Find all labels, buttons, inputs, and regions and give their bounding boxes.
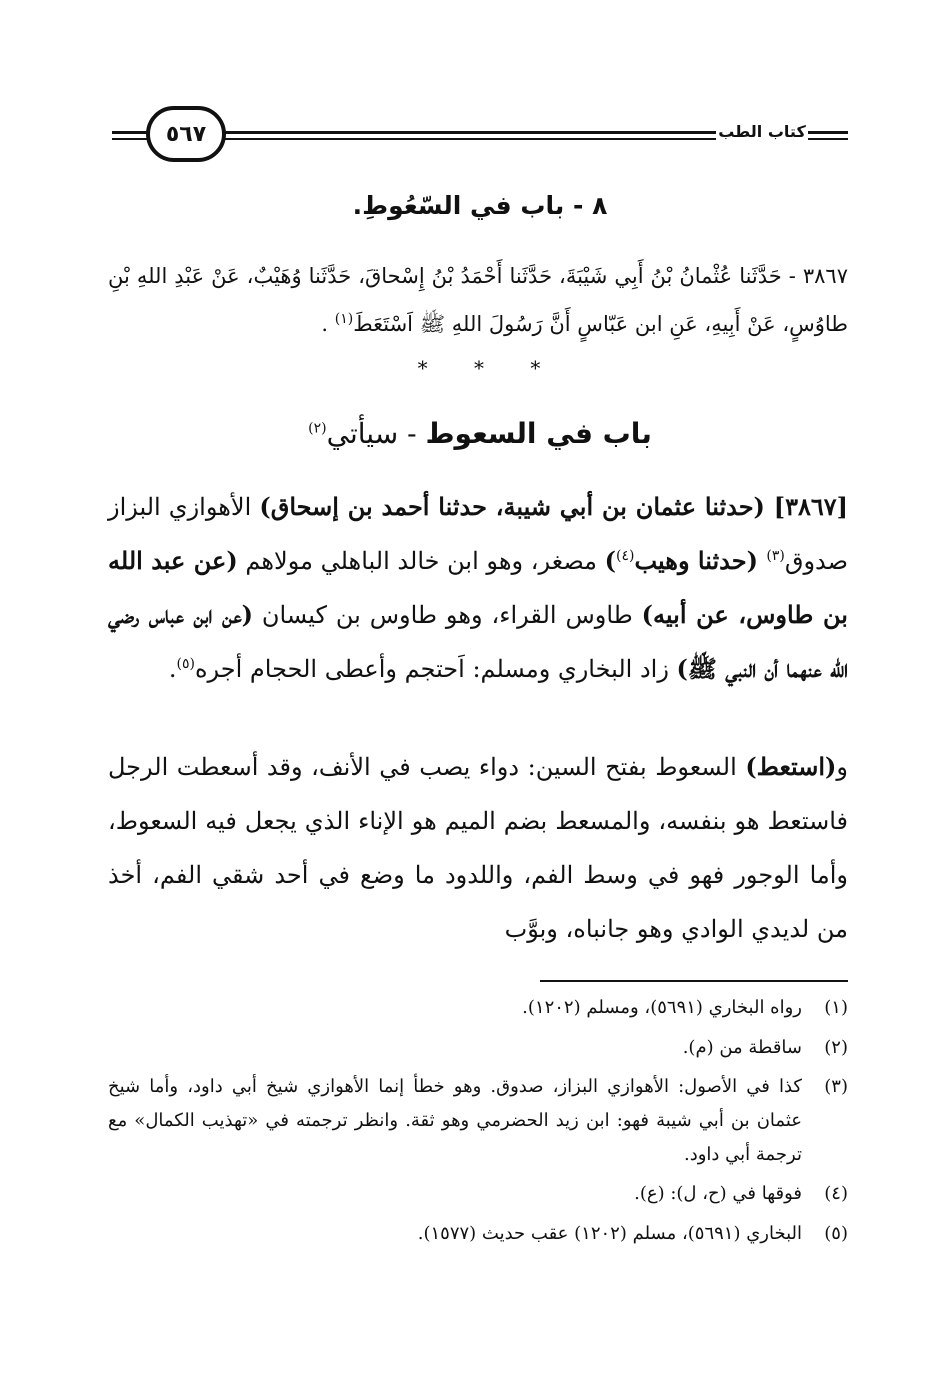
commentary-paragraph	[108, 480, 848, 696]
commentary-span: (عن عبد الله بن طاوس، عن أبيه)	[108, 546, 848, 629]
running-title: كتاب الطب	[718, 122, 806, 141]
footnote-text: فوقها في (ح، ل): (ع).	[634, 1183, 802, 1204]
header-rule	[808, 131, 848, 134]
commentary-span: طاوس القراء، وهو طاوس بن كيسان	[253, 601, 642, 629]
hadith-end: .	[321, 312, 329, 336]
commentary-span: )	[604, 546, 617, 575]
hadith-text	[108, 252, 848, 348]
footnotes	[108, 990, 848, 1256]
footnote-ref: (٤)	[616, 548, 635, 564]
commentary-span: زاد البخاري ومسلم: اَحتجم وأعطى الحجام أجره	[194, 655, 677, 683]
commentary-heading	[112, 408, 848, 460]
footnote-item	[108, 1030, 848, 1066]
footnote-text: البخاري (٥٦٩١)، مسلم (١٢٠٢) عقب حديث (١٥٧٧).	[417, 1223, 802, 1244]
star-glyph: *	[417, 356, 430, 380]
commentary-span: و	[836, 753, 848, 781]
commentary-span: (عن ابن عباس رضي الله عنهما أن النبي ﷺ)	[108, 600, 848, 683]
footnote-number: (٥)	[824, 1223, 848, 1244]
commentary-span: السعوط بفتح السين: دواء يصب في الأنف، وقد أسعطت الرجل فاستعط هو بنفسه، والمسعط بضم الميم هو الإناء الذي يجعل فيه السعوط، وأما الوجور فهو في وسط الفم، واللدود ما وضع في أحد شقي الفم، أخذ من لديدي الوادي وهو جانباه، وبوَّب	[108, 753, 849, 943]
footnote-number: (٤)	[824, 1183, 848, 1204]
footnote-text: كذا في الأصول: الأهوازي البزاز، صدوق. وهو خطأ إنما الأهوازي شيخ أبي داود، وأما شيخ عثمان بن أبي شيبة فهو: ابن زيد الحضرمي وهو ثقة. وانظر ترجمته في «تهذيب الكمال» مع ترجمة أبي داود.	[108, 1076, 802, 1165]
footnote-separator	[540, 980, 848, 982]
footnote-number: (٣)	[824, 1076, 848, 1097]
footnote-ref: (٢)	[308, 420, 327, 437]
star-glyph: *	[530, 356, 543, 380]
footnote-item	[108, 1070, 848, 1172]
commentary-span: الأهوازي البزاز صدوق	[108, 493, 849, 575]
hadith-body: ٣٨٦٧ - حَدَّثَنا عُثْمانُ بْنُ أَبِي شَيْبَةَ، حَدَّثَنا أَحْمَدُ بْنُ إِسْحاقَ، حَدَّثَنا وُهَيْبٌ، عَنْ عَبْدِ اللهِ بْنِ طاوُسٍ، عَنْ أَبِيهِ، عَنِ ابن عَبّاسٍ أَنَّ رَسُولَ اللهِ ﷺ اَسْتَعَطَ	[108, 264, 848, 336]
footnote-text: ساقطة من (م).	[682, 1037, 802, 1058]
footnote-item	[108, 1216, 848, 1252]
commentary-span: مصغر، وهو ابن خالد الباهلي مولاهم	[237, 547, 605, 575]
footnote-ref: (٣)	[766, 548, 785, 564]
page-number-badge	[146, 106, 226, 162]
footnote-item	[108, 1176, 848, 1212]
commentary-heading-bold: باب في السعوط	[425, 417, 652, 450]
star-glyph: *	[474, 356, 486, 380]
commentary-span: (حدثنا وهيب	[634, 546, 767, 575]
commentary-heading-note: - سيأتي	[326, 417, 426, 450]
commentary-span: .	[168, 655, 177, 683]
page-number: ٥٦٧	[165, 121, 207, 147]
section-separator	[112, 350, 848, 386]
footnote-item	[108, 990, 848, 1026]
commentary-span: [٣٨٦٧] (حدثنا عثمان بن أبي شيبة، حدثنا أحمد بن إسحاق)	[259, 492, 848, 521]
footnote-ref: (١)	[334, 311, 354, 327]
header-rule	[808, 138, 848, 140]
commentary-span: (استعط)	[745, 752, 837, 781]
footnote-text: رواه البخاري (٥٦٩١)، ومسلم (١٢٠٢).	[522, 997, 802, 1018]
footnote-ref: (٥)	[176, 656, 195, 672]
footnote-number: (١)	[824, 997, 848, 1018]
footnote-number: (٢)	[824, 1037, 848, 1058]
chapter-heading: ٨ - باب في السّعُوطِ.	[352, 191, 608, 220]
commentary-paragraph	[108, 740, 848, 956]
